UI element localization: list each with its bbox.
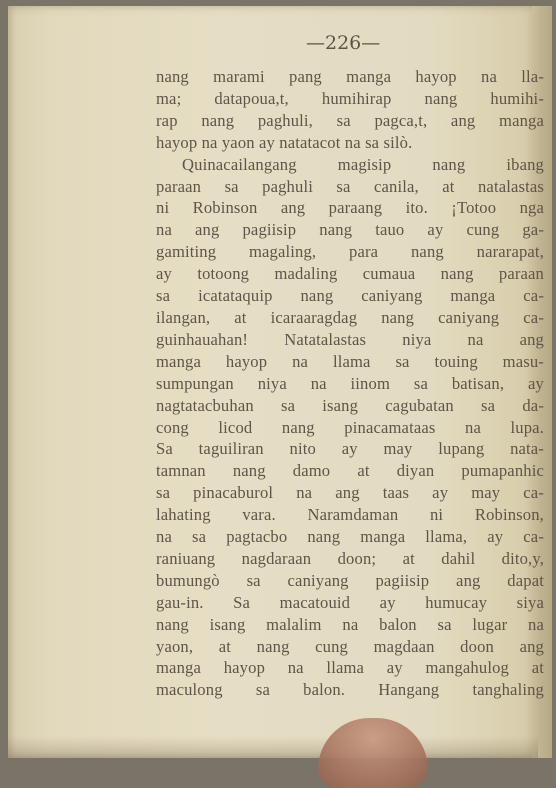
text-line: ni Robinson ang paraang ito. ¡Totoo nga xyxy=(156,198,544,218)
text-line: ma; datapoua,t, humihirap nang humihi- xyxy=(156,88,544,108)
text-line: lahating vara. Naramdaman ni Robinson, xyxy=(156,505,544,525)
text-line: nang isang malalim na balon sa lugar na xyxy=(156,614,544,634)
text-line: sumpungan niya na iinom sa batisan, ay xyxy=(156,373,544,393)
text-line: manga hayop na llama ay mangahulog at xyxy=(156,658,544,678)
page-text xyxy=(156,66,544,701)
text-line: maculong sa balon. Hangang tanghaling xyxy=(156,680,544,700)
text-line: hayop na yaon ay natatacot na sa silò. xyxy=(156,132,413,152)
text-line: yaon, at nang cung magdaan doon ang xyxy=(156,636,544,656)
thumb-image xyxy=(318,718,428,788)
text-line: na sa pagtacbo nang manga llama, ay ca- xyxy=(156,527,544,547)
book-page xyxy=(8,6,544,758)
text-line: gamiting magaling, para nang nararapat, xyxy=(156,242,544,262)
text-line: rap nang paghuli, sa pagca,t, ang manga xyxy=(156,110,544,130)
text-line: tamnan nang damo at diyan pumapanhic xyxy=(156,461,544,481)
text-line: Quinacailangang magisip nang ibang xyxy=(182,154,544,174)
text-line: sa icatataquip nang caniyang manga ca- xyxy=(156,286,544,306)
text-line: cong licod nang pinacamataas na lupa. xyxy=(156,417,544,437)
text-line: sa pinacaburol na ang taas ay may ca- xyxy=(156,483,544,503)
text-line: gau-in. Sa macatouid ay humucay siya xyxy=(156,592,544,612)
text-line: raniuang nagdaraan doon; at dahil dito,y, xyxy=(156,548,544,568)
page-number: —226— xyxy=(306,32,381,54)
text-line: na ang pagiisip nang tauo ay cung ga- xyxy=(156,220,544,240)
text-line: ilangan, at icaraaragdag nang caniyang ca- xyxy=(156,307,544,327)
text-line: guinhauahan! Natatalastas niya na ang xyxy=(156,329,544,349)
text-line: nagtatacbuhan sa isang cagubatan sa da- xyxy=(156,395,544,415)
text-line: bumungò sa caniyang pagiisip ang dapat xyxy=(156,570,544,590)
text-line: Sa taguiliran nito ay may lupang nata- xyxy=(156,439,544,459)
text-line: ay totoong madaling cumaua nang paraan xyxy=(156,264,544,284)
text-line: nang marami pang manga hayop na lla- xyxy=(156,67,544,86)
text-line: manga hayop na llama sa touing masu- xyxy=(156,351,544,371)
page-shadow xyxy=(8,736,538,758)
text-line: paraan sa paghuli sa canila, at natalastas xyxy=(156,176,544,196)
